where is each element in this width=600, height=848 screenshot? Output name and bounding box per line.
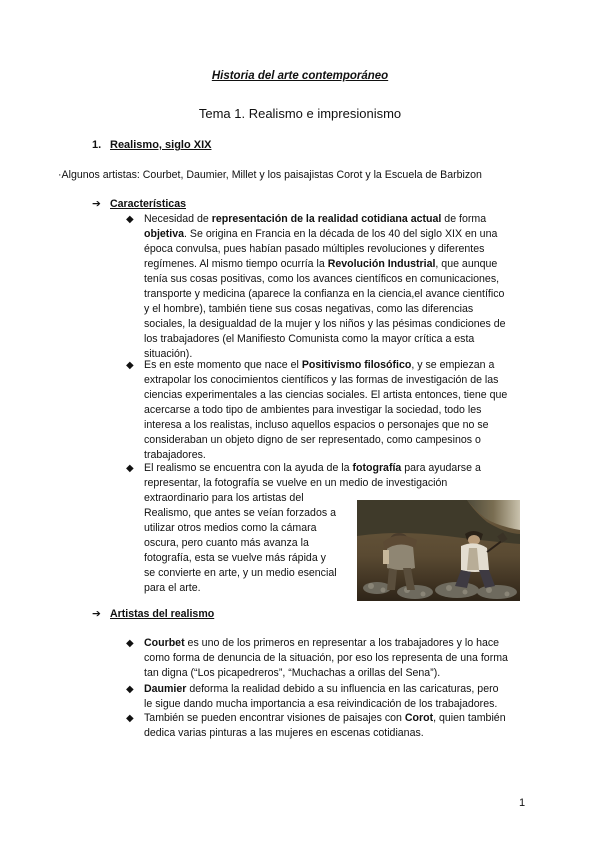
- artists-list-text: ·Algunos artistas: Courbet, Daumier, Millet y los paisajistas Corot y la Escuela de Barbizon: [58, 169, 482, 181]
- diamond-bullet-icon: ◆: [126, 214, 134, 225]
- diamond-bullet-icon: ◆: [126, 684, 134, 695]
- document-title: Historia del arte contemporáneo: [211, 70, 389, 82]
- bullet-item: ◆ El realismo se encuentra con la ayuda de la fotografía para ayudarse a representar, la fotografía se vuelve en un medio de investigación extraordinario para los artistas del Realismo, que antes se veían forzados a utilizar otros medios como la cámara oscura, pero cuanto más avanza la fotografía, esta se vuelve más rápida y se convierte en arte, y un medio esencial para el arte.: [126, 462, 481, 594]
- bullet-item: ◆ Es en este momento que nace el Positivismo filosófico, y se empiezan a extrapolar los conocimientos científicos y las formas de investigación de las ciencias experimentales a las ciencias sociales. El artista entonces, tiene que acercarse a todo tipo de ambientes para investigar la sociedad, todo les interesa a los realistas, incluso aquellos espacios o personajes que no se consideraban un objeto digno de ser representado, como campesinos o trabajadores.: [126, 359, 508, 461]
- bullet-item: ◆ Daumier deforma la realidad debido a su influencia en las caricaturas, pero le sigue dando mucha importancia a esa reivindicación de los trabajadores.: [126, 683, 499, 710]
- bullet-item: ◆ También se pueden encontrar visiones de paisajes con Corot, quien también dedica varias pinturas a las mujeres en escenas cotidianas.: [126, 712, 506, 739]
- section-number: 1.: [92, 139, 102, 151]
- diamond-bullet-icon: ◆: [126, 638, 134, 649]
- bullet-item: ◆ Courbet es uno de los primeros en representar a los trabajadores y lo hace como forma de denuncia de la situación, por eso los representa de una forma tan digna (“Los picapedreros”, “Muchachas a orillas del Sena”).: [126, 637, 508, 679]
- subheading-label: Características: [110, 198, 186, 210]
- bullet-item: ◆ Necesidad de representación de la realidad cotidiana actual de forma objetiva. Se origina en Francia en la década de los 40 del siglo XIX en una época convulsa, pues habían pasado múltiples revoluciones y diferentes regímenes. Al mismo tiempo ocurría la Revolución Industrial, que aunque tenía sus cosas positivas, como los avances científicos en comunicaciones, transporte y medicina (aparece la confianza en la ciencia,el avance científico y el hombre), también tiene sus cosas negativas, como las diferencias sociales, la desigualdad de la mujer y los niños y las pésimas condiciones de los trabajadores (el Manifiesto Comunista como la mayor crítica a esta situación).: [126, 213, 506, 360]
- page-number: 1: [519, 797, 526, 809]
- diamond-bullet-icon: ◆: [126, 713, 134, 724]
- arrow-icon: ➔: [92, 198, 101, 210]
- arrow-icon: ➔: [92, 608, 101, 620]
- subheading-caracteristicas: [92, 198, 186, 210]
- diamond-bullet-icon: ◆: [126, 360, 134, 371]
- section-title: Realismo, siglo XIX: [110, 139, 212, 151]
- topic-title: Tema 1. Realismo e impresionismo: [198, 106, 402, 121]
- stone-breakers-painting: [357, 500, 520, 601]
- subheading-artistas: [92, 608, 214, 620]
- section-heading-realismo: [92, 139, 211, 151]
- subheading-label: Artistas del realismo: [110, 608, 215, 620]
- diamond-bullet-icon: ◆: [126, 463, 134, 474]
